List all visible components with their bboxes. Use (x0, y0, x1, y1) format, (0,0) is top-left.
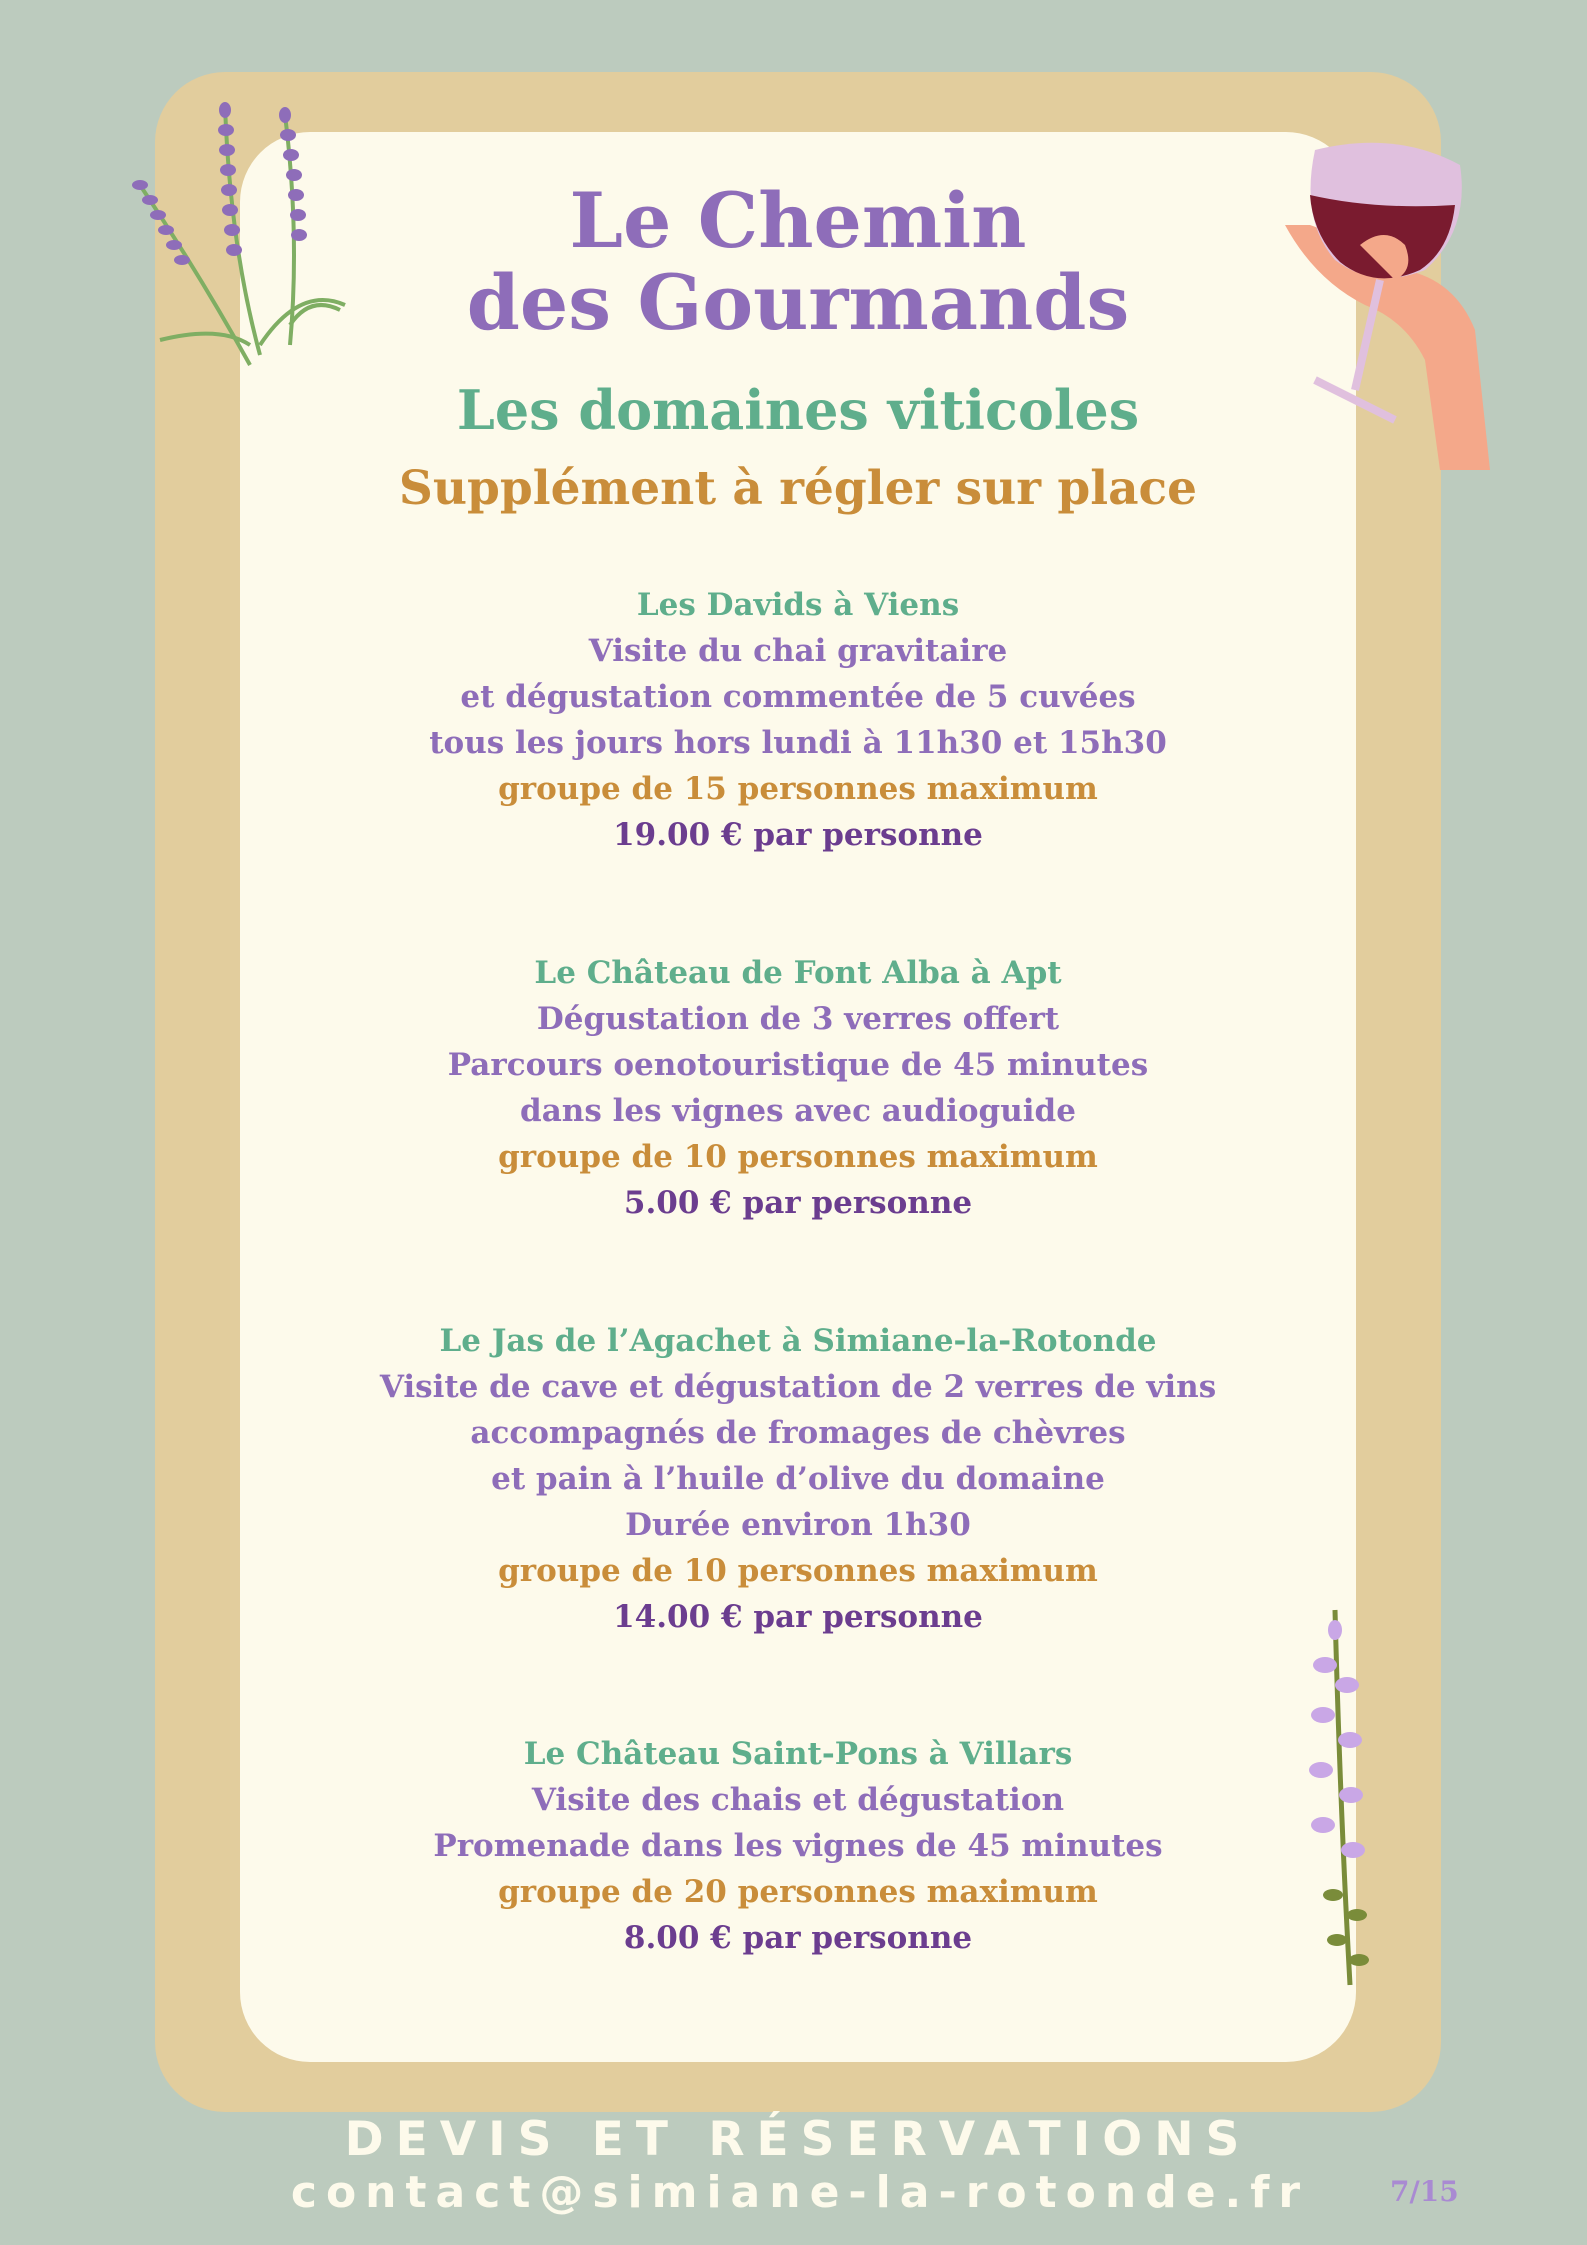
estate-name: Les Davids à Viens (636, 587, 960, 623)
estate-detail: et pain à l’huile d’olive du domaine (491, 1461, 1105, 1497)
estate-price: 8.00 € par personne (623, 1920, 973, 1956)
estate-detail: Dégustation de 3 verres offert (536, 1001, 1060, 1037)
estate-price: 19.00 € par personne (613, 817, 983, 853)
estate-group-size: groupe de 20 personnes maximum (498, 1874, 1098, 1910)
estate-group-size: groupe de 15 personnes maximum (498, 771, 1098, 807)
section-subtitle: Les domaines viticoles (456, 378, 1140, 442)
estate-detail: Visite des chais et dégustation (531, 1782, 1065, 1818)
supplement-note: Supplément à régler sur place (398, 461, 1198, 516)
estate-block (240, 582, 1356, 858)
estate-detail: accompagnés de fromages de chèvres (470, 1415, 1126, 1451)
estate-detail: Parcours oenotouristique de 45 minutes (447, 1047, 1149, 1083)
estate-detail: Visite du chai gravitaire (588, 633, 1008, 669)
estate-group-size: groupe de 10 personnes maximum (498, 1553, 1098, 1589)
estate-detail: Promenade dans les vignes de 45 minutes (433, 1828, 1163, 1864)
estate-price: 14.00 € par personne (613, 1599, 983, 1635)
estate-detail: tous les jours hors lundi à 11h30 et 15h30 (429, 725, 1167, 761)
estate-group-size: groupe de 10 personnes maximum (498, 1139, 1098, 1175)
estate-price: 5.00 € par personne (623, 1185, 973, 1221)
estate-name: Le Jas de l’Agachet à Simiane-la-Rotonde (439, 1323, 1157, 1359)
page-title (240, 176, 1356, 347)
contact-email: contact@simiane-la-rotonde.fr (290, 2167, 1310, 2218)
estate-block (240, 950, 1356, 1226)
estate-name: Le Château de Font Alba à Apt (534, 955, 1062, 991)
title-line-1: Le Chemin (569, 176, 1027, 265)
page-number: 7/15 (1390, 2175, 1459, 2208)
estate-name: Le Château Saint-Pons à Villars (523, 1736, 1073, 1772)
title-line-2: des Gourmands (466, 258, 1130, 347)
estate-block (240, 1731, 1356, 1961)
estate-detail: dans les vignes avec audioguide (520, 1093, 1076, 1129)
estate-detail: Visite de cave et dégustation de 2 verres de vins (379, 1369, 1217, 1405)
estate-block (240, 1318, 1356, 1640)
estate-detail: Durée environ 1h30 (625, 1507, 971, 1543)
estate-detail: et dégustation commentée de 5 cuvées (460, 679, 1136, 715)
footer-label: DEVIS ET RÉSERVATIONS (344, 2112, 1252, 2167)
